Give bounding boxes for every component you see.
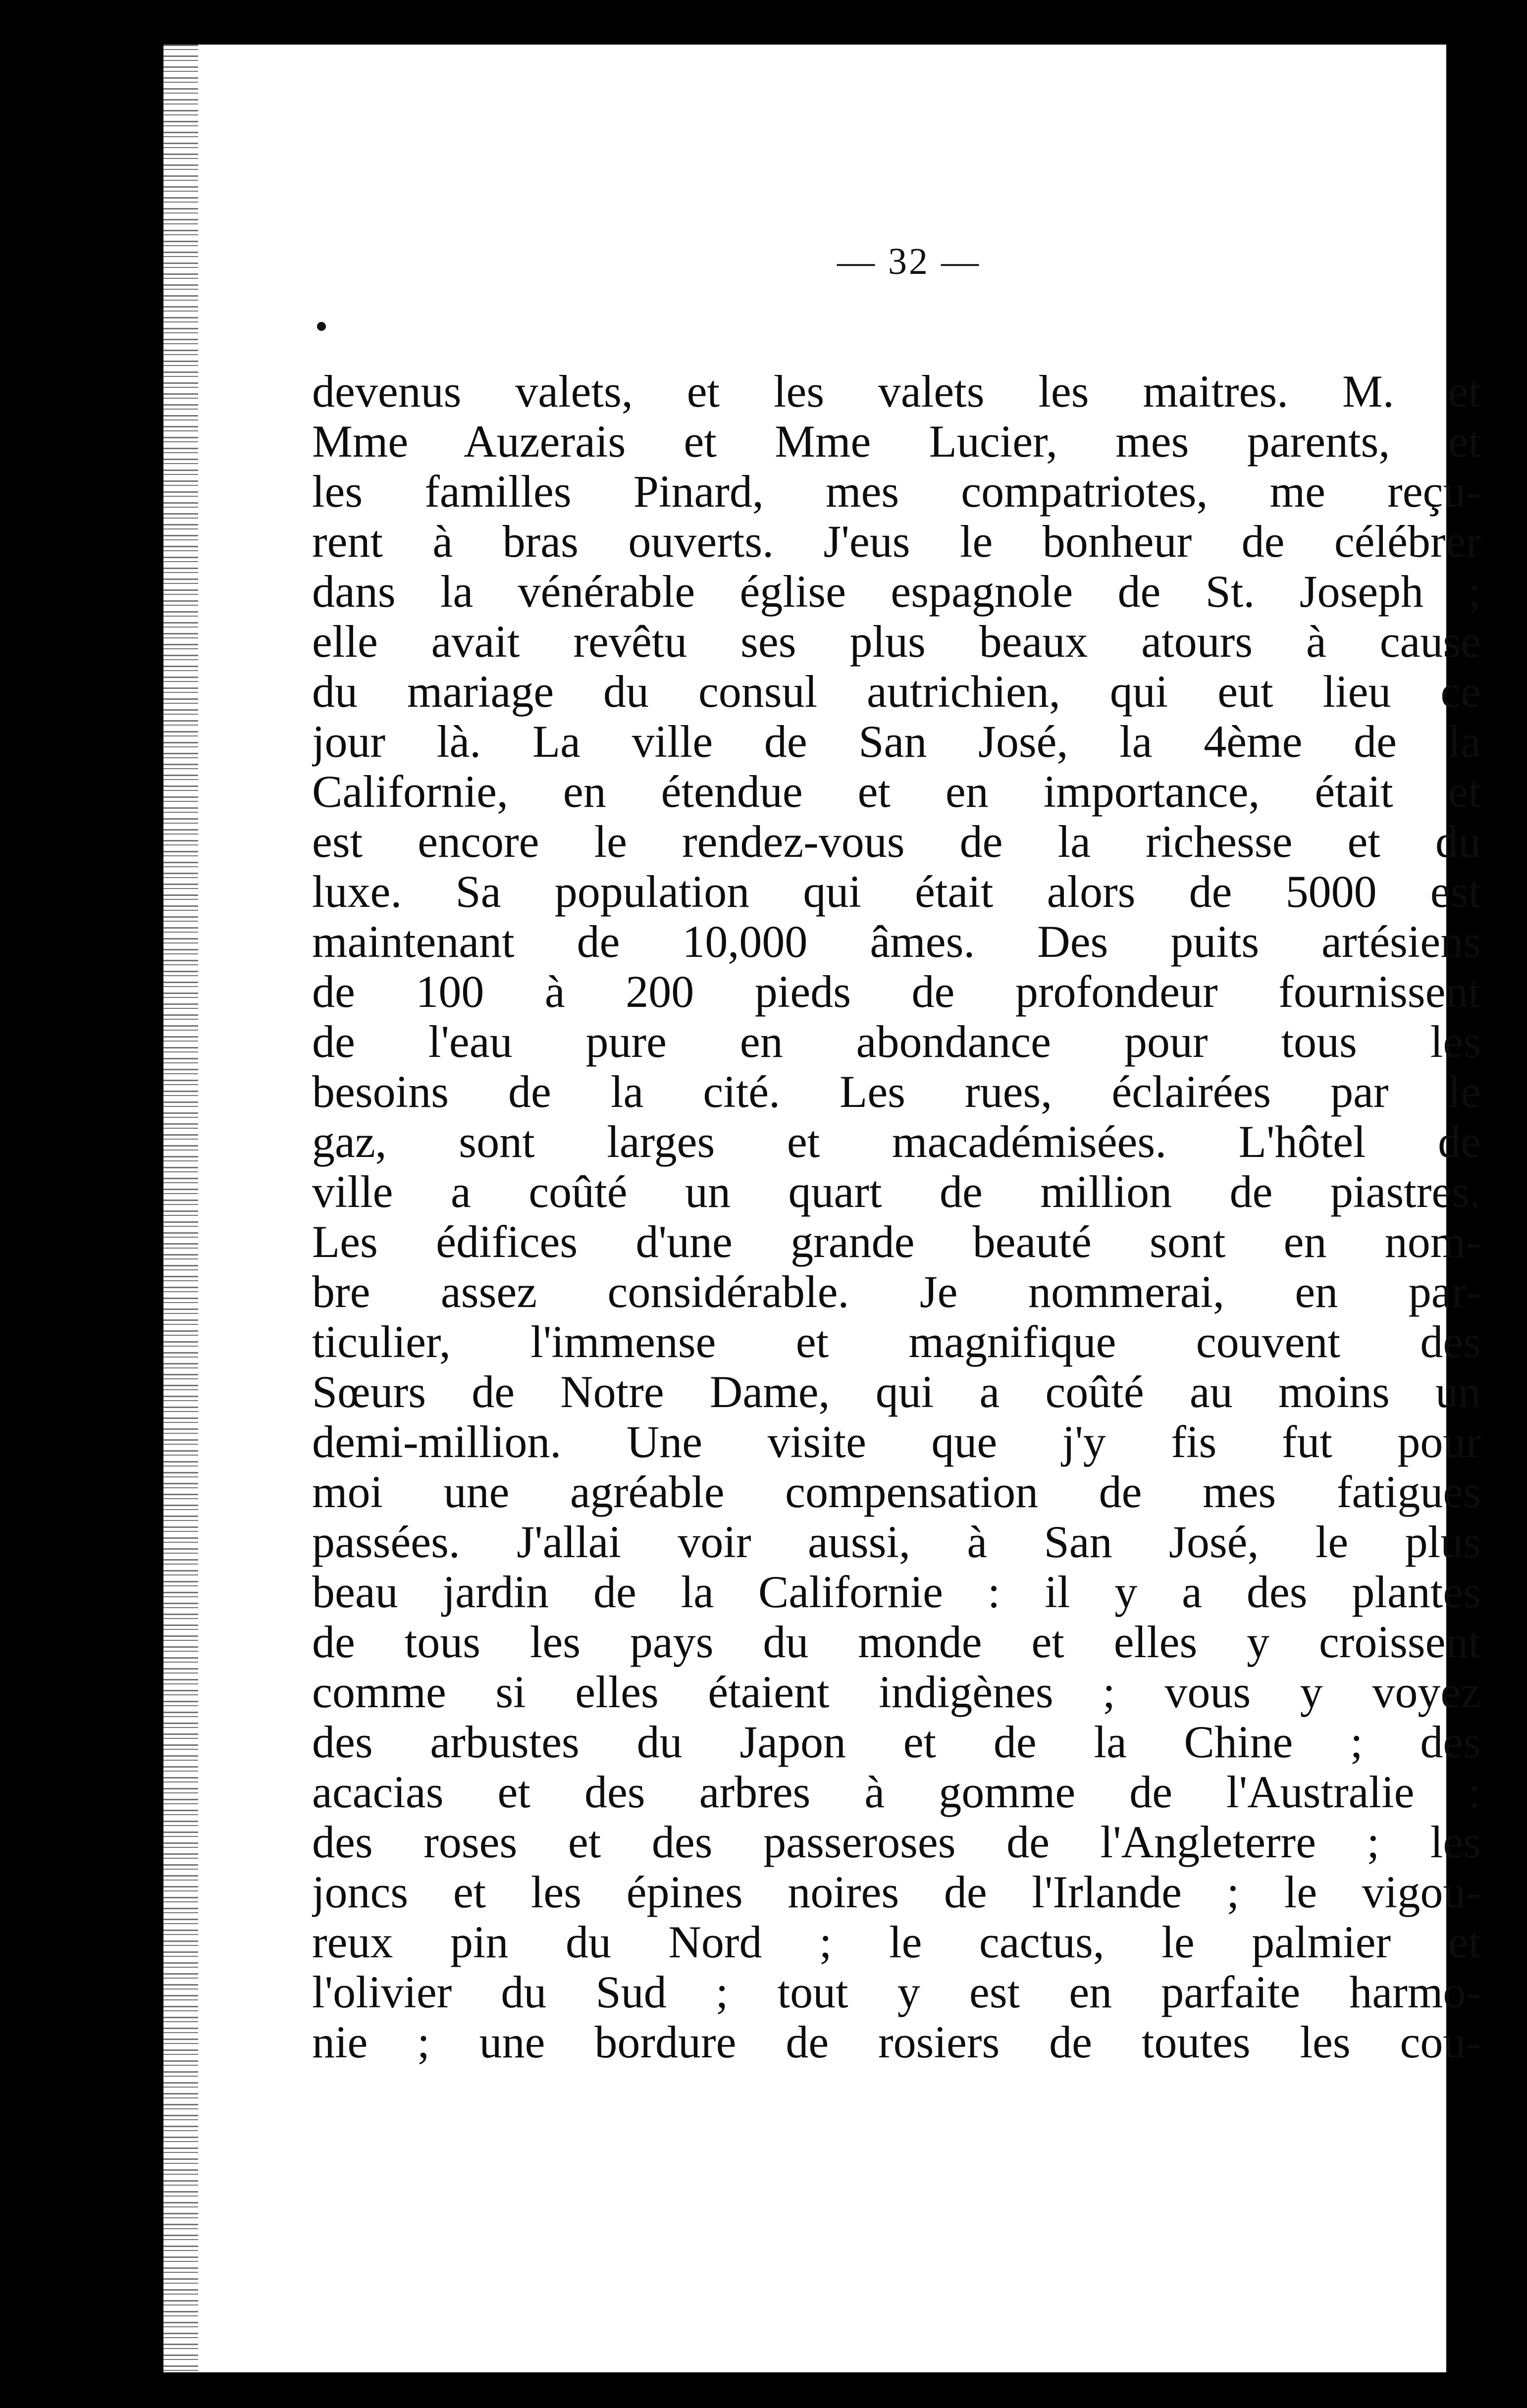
text-line: gaz, sont larges et macadémisées. L'hôtel de [312,1117,1481,1167]
text-line: de tous les pays du monde et elles y croissent [312,1617,1481,1667]
text-line: les familles Pinard, mes compatriotes, me reçu- [312,467,1481,517]
text-line: maintenant de 10,000 âmes. Des puits artésiens [312,917,1481,967]
text-line: Les édifices d'une grande beauté sont en nom- [312,1217,1481,1267]
text-line: bre assez considérable. Je nommerai, en par- [312,1267,1481,1317]
text-line: rent à bras ouverts. J'eus le bonheur de célébrer [312,517,1481,567]
text-line: reux pin du Nord ; le cactus, le palmier et [312,1917,1481,1967]
body-text [312,366,1481,2067]
ink-speck [317,322,326,331]
text-line: du mariage du consul autrichien, qui eut lieu ce [312,667,1481,717]
text-line: Californie, en étendue et en importance, était et [312,767,1481,817]
text-line: jour là. La ville de San José, la 4ème de la [312,717,1481,767]
text-line: joncs et les épines noires de l'Irlande ; le vigou- [312,1867,1481,1917]
text-line: Mme Auzerais et Mme Lucier, mes parents, et [312,417,1481,467]
text-line: des roses et des passeroses de l'Angleterre ; les [312,1817,1481,1867]
text-line: moi une agréable compensation de mes fatigues [312,1467,1481,1517]
text-line: luxe. Sa population qui était alors de 5000 est [312,867,1481,917]
text-line: demi-million. Une visite que j'y fis fut pour [312,1417,1481,1467]
text-line: ville a coûté un quart de million de piastres. [312,1167,1481,1217]
text-line: beau jardin de la Californie : il y a des plantes [312,1567,1481,1617]
book-page [163,45,1481,2372]
text-line: devenus valets, et les valets les maitres. M. et [312,366,1481,417]
text-line: l'olivier du Sud ; tout y est en parfaite harmo- [312,1967,1481,2017]
text-line: dans la vénérable église espagnole de St. Joseph ; [312,567,1481,617]
text-line: besoins de la cité. Les rues, éclairées par le [312,1067,1481,1117]
text-line: est encore le rendez-vous de la richesse et du [312,817,1481,867]
text-line: de l'eau pure en abondance pour tous les [312,1017,1481,1067]
text-line: passées. J'allai voir aussi, à San José, le plus [312,1517,1481,1567]
binding-gutter [163,45,198,2372]
text-line: Sœurs de Notre Dame, qui a coûté au moins un [312,1367,1481,1417]
text-line: elle avait revêtu ses plus beaux atours à cause [312,617,1481,667]
text-line: comme si elles étaient indigènes ; vous y voyez [312,1667,1481,1717]
text-line: de 100 à 200 pieds de profondeur fournissent [312,967,1481,1017]
text-line: nie ; une bordure de rosiers de toutes les cou- [312,2017,1481,2067]
text-line: des arbustes du Japon et de la Chine ; des [312,1717,1481,1767]
text-line: acacias et des arbres à gomme de l'Australie : [312,1767,1481,1817]
page-number: — 32 — [837,241,981,282]
text-line: ticulier, l'immense et magnifique couvent des [312,1317,1481,1367]
